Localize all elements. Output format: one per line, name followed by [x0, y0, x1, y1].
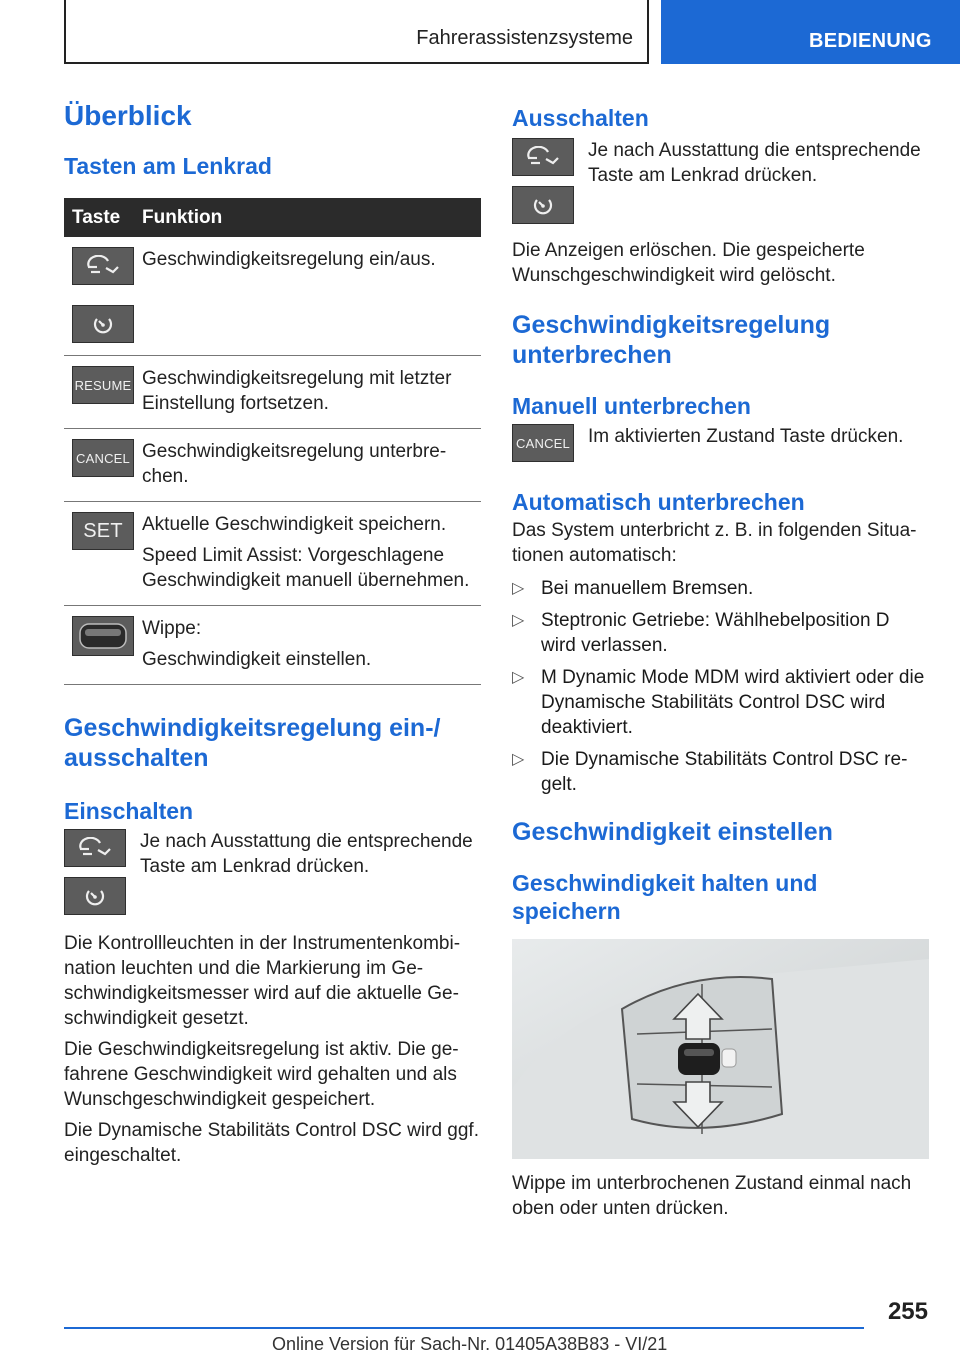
speedometer-key — [72, 247, 134, 285]
cruise-icon — [91, 313, 115, 335]
body-paragraph: Die Dynamische Stabilitäts Control DSC wird ggf. eingeschaltet. — [64, 1120, 479, 1166]
steering-wheel-photo — [512, 939, 929, 1159]
section-title: Fahrerassistenzsysteme — [416, 27, 633, 49]
rocker-icon — [77, 620, 129, 652]
right-column — [512, 100, 929, 1221]
table-row — [64, 356, 481, 429]
photo-caption: Wippe im unterbrochenen Zustand einmal nach oben oder unten drücken. — [512, 1173, 912, 1219]
cruise-icon — [83, 885, 107, 907]
speedometer-key — [512, 138, 574, 176]
function-text: Wippe: — [142, 618, 202, 639]
footer-version: Online Version für Sach-Nr. 01405A38B83 - VI/21 — [272, 1334, 668, 1354]
cruise-key — [64, 877, 126, 915]
function-text: Geschwindigkeitsregelung mit letzter Einstellung fortsetzen. — [142, 368, 452, 414]
switch-on-heading: Einschalten — [64, 798, 194, 824]
resume-key — [72, 366, 134, 404]
cancel-key — [72, 439, 134, 477]
cancel-label: CANCEL — [516, 435, 570, 451]
manual-interrupt-heading: Manuell unterbrechen — [512, 393, 751, 419]
table-row — [64, 429, 481, 502]
cancel-label: CANCEL — [76, 450, 130, 466]
function-text: Speed Limit Assist: Vorgeschlagene Geschwindigkeit manuell übernehmen. — [142, 545, 470, 591]
body-paragraph: Das System unterbricht z. B. in folgenden Situationen automatisch: — [512, 520, 917, 566]
cruise-icon — [531, 194, 555, 216]
switch-off-block — [512, 138, 929, 224]
manual-interrupt-text: Im aktivierten Zustand Taste drücken. — [588, 426, 904, 447]
interrupt-heading: Geschwindigkeitsregelung unterbrechen — [512, 311, 831, 369]
rocker-key — [72, 616, 134, 656]
col-header-key: Taste — [64, 198, 142, 237]
speedometer-icon — [78, 837, 112, 859]
left-column — [64, 100, 481, 1168]
switch-on-text: Je nach Ausstattung die entsprechende Taste am Lenkrad drücken. — [140, 831, 473, 877]
cancel-key — [512, 424, 574, 462]
function-text: Geschwindigkeitsregelung ein/aus. — [142, 249, 436, 270]
chapter-tab: BEDIENUNG — [661, 0, 960, 64]
set-speed-heading: Geschwindigkeit einstellen — [512, 818, 833, 846]
speedometer-key — [64, 829, 126, 867]
set-label: SET — [83, 519, 123, 542]
table-row — [64, 237, 481, 356]
speedometer-icon — [526, 146, 560, 168]
auto-interrupt-heading: Automatisch unterbrechen — [512, 489, 805, 515]
cruise-key — [512, 186, 574, 224]
page-header — [0, 0, 960, 66]
table-row — [64, 502, 481, 606]
table-row — [64, 606, 481, 685]
page-number: 255 — [887, 1298, 928, 1325]
function-text: Aktuelle Geschwindigkeit speichern. — [142, 514, 447, 535]
switch-off-text: Je nach Ausstattung die entsprechende Taste am Lenkrad drücken. — [588, 140, 921, 186]
switch-on-block — [64, 829, 481, 915]
col-header-function: Funktion — [142, 198, 481, 237]
overview-heading: Überblick — [64, 100, 192, 131]
footer-divider — [64, 1327, 864, 1329]
triangle-icon: ▷ — [512, 751, 525, 768]
on-off-heading: Geschwindigkeitsregelung ein-/ ausschalten — [64, 714, 441, 772]
steering-keys-heading: Tasten am Lenkrad — [64, 153, 272, 179]
list-item: ▷ Steptronic Getriebe: Wählhebelposition D wird verlassen. — [512, 610, 890, 656]
function-text: Geschwindigkeitsregelung unterbrechen. — [142, 441, 447, 487]
triangle-icon: ▷ — [512, 669, 525, 686]
list-item: ▷ Bei manuellem Bremsen. — [512, 578, 754, 599]
triangle-icon: ▷ — [512, 612, 525, 629]
cruise-key — [72, 305, 134, 343]
body-paragraph: Die Kontrollleuchten in der Instrumentenkombination leuchten und die Markierung im Geschwindigkeitsmesser wird auf die aktuelle Geschwindigkeit gesetzt. — [64, 933, 461, 1029]
body-paragraph: Die Anzeigen erlöschen. Die gespeicherte Wunschgeschwindigkeit wird gelöscht. — [512, 240, 865, 286]
list-item: ▷ M Dynamic Mode MDM wird aktiviert oder die Dynamische Stabilitäts Control DSC wird deaktiviert. — [512, 667, 925, 738]
speedometer-icon — [86, 255, 120, 277]
section-box — [64, 0, 649, 64]
interrupt-list — [512, 576, 929, 797]
set-key — [72, 512, 134, 550]
manual-interrupt-block — [512, 424, 929, 462]
list-item: ▷ Die Dynamische Stabilitäts Control DSC regelt. — [512, 749, 908, 795]
switch-off-heading: Ausschalten — [512, 105, 649, 131]
keys-table — [64, 198, 481, 685]
function-text: Geschwindigkeit einstellen. — [142, 649, 372, 670]
hold-speed-heading: Geschwindigkeit halten und speichern — [512, 870, 818, 924]
body-paragraph: Die Geschwindigkeitsregelung ist aktiv. Die gefahrene Geschwindigkeit wird gehalten und als Wunschgeschwindigkeit gespeichert. — [64, 1039, 459, 1110]
resume-label: RESUME — [74, 377, 132, 393]
table-header-row — [64, 198, 481, 237]
triangle-icon: ▷ — [512, 580, 525, 597]
